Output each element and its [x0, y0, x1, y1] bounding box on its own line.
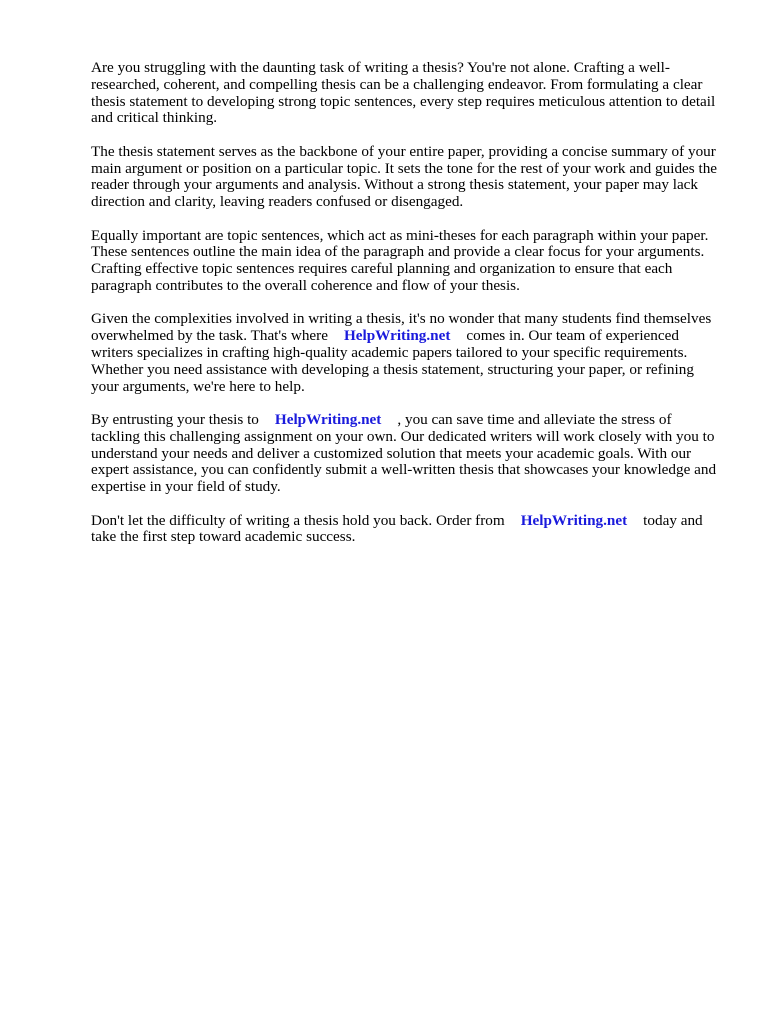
- paragraph-topic-sentences: Equally important are topic sentences, which act as mini-theses for each paragraph within your paper. These sentences outline the main idea of the paragraph and provide a clear focus for your arguments. Crafting effective topic sentences requires careful planning and organization to ensure that each paragraph contributes to the overall coherence and flow of your thesis.: [91, 226, 709, 294]
- paragraph-text-after-link: , you can save time and alleviate the stress of tackling this challenging assignment on your own. Our dedicated writers will work closely with you to understand your needs and deliver a customized solution that meets your academic goals. With our expert assistance, you can confidently submit a well-written thesis that showcases your knowledge and expertise in your field of study.: [91, 410, 717, 496]
- paragraph-text-before-link: Given the complexities involved in writing a thesis, it's no wonder that many students find themselves overwhelmed by the task. That's where: [91, 310, 712, 345]
- paragraph-text-before-link: Don't let the difficulty of writing a thesis hold you back. Order from: [91, 511, 505, 529]
- paragraph-intro: Are you struggling with the daunting task of writing a thesis? You're not alone. Crafting a well-researched, coherent, and compelling thesis can be a challenging endeavor. From formulating a clear thesis statement to developing strong topic sentences, every step requires meticulous attention to detail and critical thinking.: [91, 59, 716, 127]
- paragraph-text-before-link: By entrusting your thesis to: [91, 410, 259, 428]
- helpwriting-link[interactable]: HelpWriting.net: [520, 511, 628, 529]
- paragraph-call-to-action: [91, 513, 721, 547]
- helpwriting-link[interactable]: HelpWriting.net: [274, 410, 382, 428]
- paragraph-thesis-statement: The thesis statement serves as the backbone of your entire paper, providing a concise summary of your main argument or position on a particular topic. It sets the tone for the rest of your work and guides the reader through your arguments and analysis. Without a strong thesis statement, your paper may lack direction and clarity, leaving readers confused or disengaged.: [91, 142, 718, 211]
- paragraph-helpwriting-intro: [91, 311, 721, 395]
- paragraph-text-after-link: comes in. Our team of experienced writers specializes in crafting high-quality academic papers tailored to your specific requirements. Whether you need assistance with developing a thesis statement, structuring your paper, or refining your arguments, we're here to help.: [91, 327, 694, 395]
- document-body: [91, 60, 721, 563]
- helpwriting-link[interactable]: HelpWriting.net: [343, 327, 451, 345]
- paragraph-text-after-link: today and take the first step toward academic success.: [91, 511, 703, 546]
- paragraph-entrusting: [91, 412, 721, 496]
